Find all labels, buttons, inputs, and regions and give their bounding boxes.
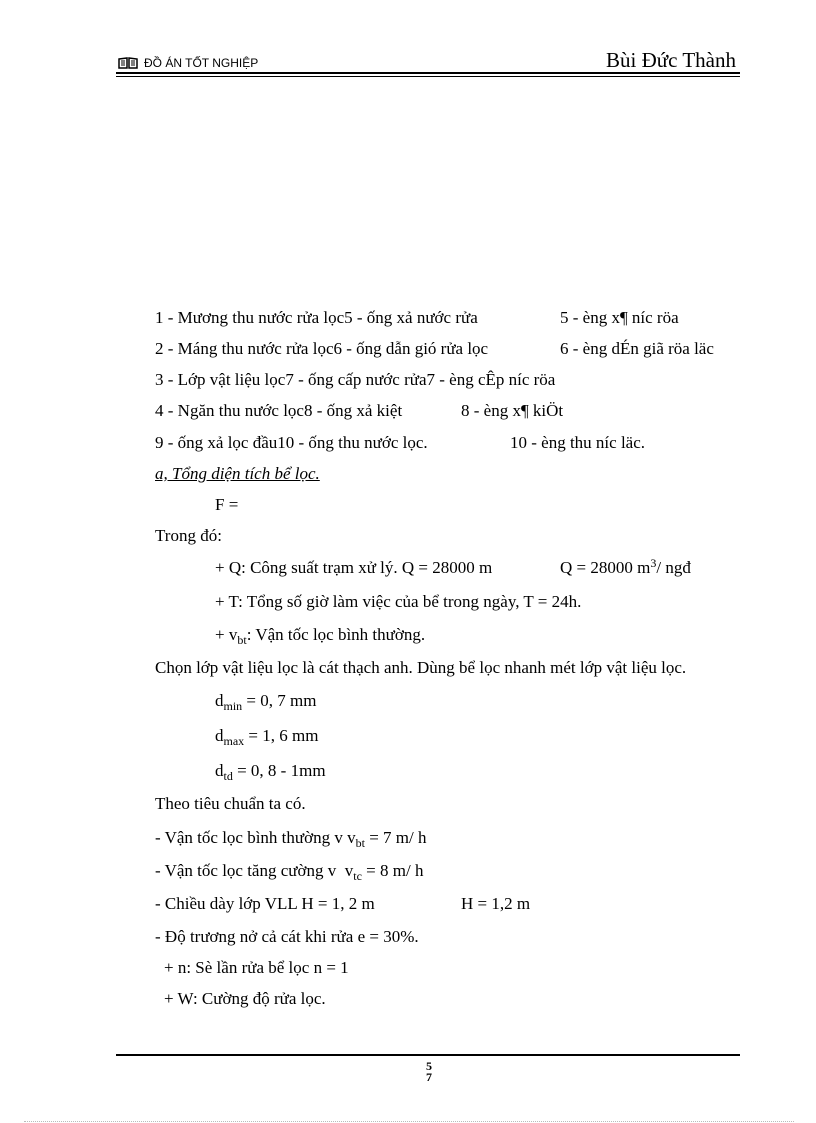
thickness-alt: H = 1,2 m	[461, 894, 531, 913]
legend-line-2-alt: 6 - èng dÉn giã röa läc	[560, 339, 714, 358]
d-min: $d_{min} = 0$, 7 mm	[215, 691, 317, 713]
footer-rule	[116, 1054, 740, 1056]
legend-line-5: 9 - ống xả lọc đầu10 - ống thu nước lọc.	[155, 433, 428, 452]
q-line: + Q: Công suất trạm xử lý. Q = 28000 m	[215, 558, 493, 577]
choose-material-line: Chọn lớp vật liệu lọc là cát thạch anh. Dùng bể lọc nhanh mét lớp vật liệu lọc.	[155, 658, 687, 677]
legend-line-1: 1 - Mương thu nước rửa lọc5 - ống xả nước rửa	[155, 308, 478, 327]
page-number: 5 7	[426, 1059, 432, 1084]
section-heading: a, Tổng diện tích bể lọc.	[155, 464, 320, 483]
legend-line-2: 2 - Máng thu nước rửa lọc6 - ống dẫn gió rửa lọc	[155, 339, 489, 358]
formula-f: F =	[215, 495, 239, 514]
legend-line-3: 3 - Lớp vật liệu lọc7 - ống cấp nước rửa7 - èng cÊp níc röa	[155, 370, 556, 389]
book-icon	[118, 57, 138, 69]
q-line-alt: Q = 28000 $m^3/$ ngđ	[560, 556, 691, 577]
header-rule-top	[116, 72, 740, 74]
legend-line-4: 4 - Ngăn thu nước lọc8 - ống xả kiệt	[155, 401, 403, 420]
v-boost-line: - Vận tốc lọc tăng cường v $v_{tc} = 8$ m/ h	[155, 861, 424, 883]
w-line: + W: Cường độ rửa lọc.	[164, 989, 326, 1008]
n-line: + n: Sè lần rửa bể lọc n = 1	[164, 958, 349, 977]
header-title: ĐỒ ÁN TỐT NGHIỆP	[144, 56, 259, 70]
d-max: $d_{max} = 1$, 6 mm	[215, 726, 319, 748]
t-line: + T: Tổng số giờ làm việc của bể trong ngày, T = 24h.	[215, 592, 582, 611]
standard-line: Theo tiêu chuẩn ta có.	[155, 794, 306, 813]
header-left	[118, 56, 258, 70]
v-normal-line: - Vận tốc lọc bình thường v $v_{bt} = 7$ m/ h	[155, 828, 427, 850]
legend-line-5-alt: 10 - èng thu níc läc.	[510, 433, 646, 452]
thickness-line: - Chiều dày lớp VLL H = 1, 2 m	[155, 894, 375, 913]
legend-line-1-alt: 5 - èng x¶ níc röa	[560, 308, 679, 327]
header-rule-bottom	[116, 76, 740, 77]
v-line: + $v_{bt}$: Vận tốc lọc bình thường.	[215, 625, 426, 647]
bottom-dotted-border	[24, 1121, 794, 1122]
trong-do-label: Trong đó:	[155, 526, 222, 545]
header-author: Bùi Đức Thành	[606, 48, 736, 72]
d-td: $d_{td} = 0$, 8 - 1mm	[215, 761, 326, 783]
expansion-line: - Độ trương nở cả cát khi rửa e = 30%.	[155, 927, 419, 946]
legend-line-4-alt: 8 - èng x¶ kiÖt	[461, 401, 564, 420]
